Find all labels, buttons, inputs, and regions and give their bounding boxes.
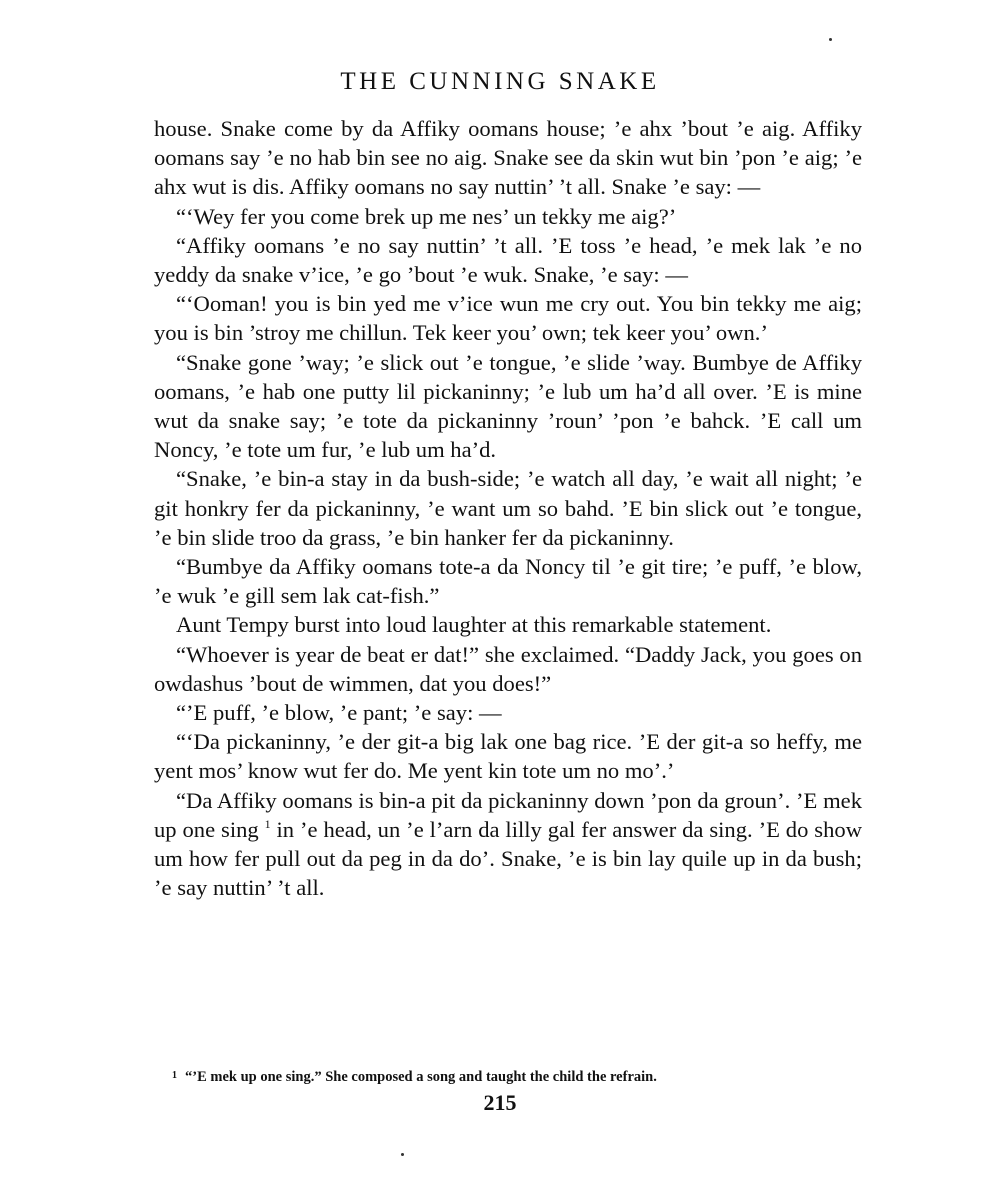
footnote xyxy=(172,1066,862,1087)
paragraph: “’E puff, ’e blow, ’e pant; ’e say: — xyxy=(176,700,502,726)
footnote-text: “’E mek up one sing.” She composed a song and taught the child the refrain. xyxy=(185,1069,657,1085)
paragraph: “Bumbye da Affiky oomans tote-a da Noncy til ’e git tire; ’e puff, ’e blow, ’e wuk ’e gill sem lak cat-fish.” xyxy=(154,554,862,609)
paragraph-text: “Da Affiky oomans is bin-a pit da pickaninny down ’pon da groun’. ’E mek up one sing xyxy=(154,787,862,842)
paragraph: “Affiky oomans ’e no say nuttin’ ’t all. ’E toss ’e head, ’e mek lak ’e no yeddy da snake v’ice, ’e go ’bout ’e wuk. Snake, ’e say: — xyxy=(154,232,862,288)
paragraph: “Snake, ’e bin-a stay in da bush-side; ’e watch all day, ’e wait all night; ’e git honkry fer da pickaninny, ’e want um so bahd. ’E bin slick out ’e tongue, ’e bin slide troo da grass, ’e bin hanker fer da pickaninny. xyxy=(154,466,862,550)
paragraph-with-footnote xyxy=(154,786,862,903)
print-speck xyxy=(401,1153,404,1156)
paragraph: “Whoever is year de beat er dat!” she exclaimed. “Daddy Jack, you goes on owdashus ’bout de wimmen, dat you does!” xyxy=(154,641,862,696)
paragraph: “‘Ooman! you is bin yed me v’ice wun me cry out. You bin tekky me aig; you is bin ’stroy me chillun. Tek keer you’ own; tek keer you’ own.’ xyxy=(154,291,862,346)
print-speck xyxy=(829,38,832,41)
paragraph-text: in ’e head, un ’e l’arn da lilly gal fer answer da sing. ’E do show um how fer pull out da peg in da do’. Snake, ’e is bin lay quile up in da bush; ’e say nuttin’ ’t all. xyxy=(154,816,863,901)
paragraph: “‘Da pickaninny, ’e der git-a big lak one bag rice. ’E der git-a so heffy, me yent mos’ know wut fer do. Me yent kin tote um no mo’.’ xyxy=(154,729,862,784)
running-head: THE CUNNING SNAKE xyxy=(340,68,660,95)
paragraph: “‘Wey fer you come brek up me nes’ un tekky me aig?’ xyxy=(176,203,677,229)
page-number: 215 xyxy=(483,1090,517,1115)
paragraph: “Snake gone ’way; ’e slick out ’e tongue, ’e slide ’way. Bumbye de Affiky oomans, ’e hab one putty lil pickaninny; ’e lub um ha’d all over. ’E is mine wut da snake say; ’e tote da pickaninny ’roun’ ’pon ’e bahck. ’E call um Noncy, ’e tote um fur, ’e lub um ha’d. xyxy=(154,349,862,463)
paragraph: house. Snake come by da Affiky oomans house; ’e ahx ’bout ’e aig. Affiky oomans say ’e no hab bin see no aig. Snake see da skin wut bin ’pon ’e aig; ’e ahx wut is dis. Affiky oomans no say nuttin’ ’t all. Snake ’e say: — xyxy=(154,116,862,200)
paragraph: Aunt Tempy burst into loud laughter at this remarkable statement. xyxy=(176,612,772,638)
footnote-marker: 1 xyxy=(172,1070,177,1081)
body-text xyxy=(154,114,862,902)
footnote-reference[interactable]: 1 xyxy=(264,816,271,831)
